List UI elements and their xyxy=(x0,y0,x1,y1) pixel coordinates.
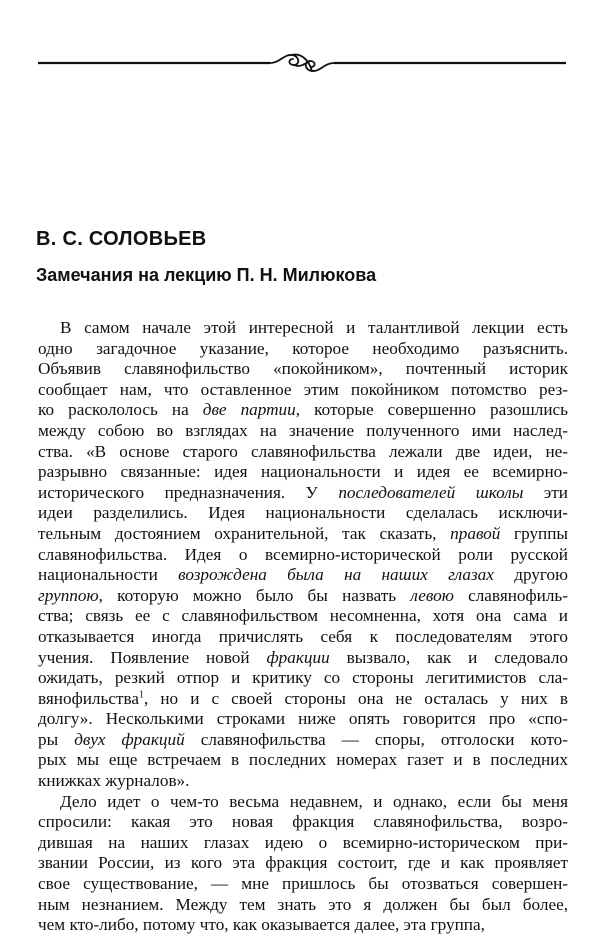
text-line xyxy=(38,462,568,483)
text-span: сообщает нам, что оставленное этим покойником потомство рез- xyxy=(38,379,568,399)
text-span: вянофильства xyxy=(38,688,139,708)
text-line xyxy=(38,627,568,648)
text-line xyxy=(38,400,568,421)
text-line xyxy=(38,771,568,792)
text-line xyxy=(38,874,568,895)
text-span: славянофиль- xyxy=(453,585,568,605)
text-line xyxy=(38,895,568,916)
text-span: долгу». Несколькими строками ниже опять говорится про «спо- xyxy=(38,709,568,729)
text-line xyxy=(38,524,568,545)
emphasis-text: возрождена была на наших глазах xyxy=(178,565,494,585)
text-span: национальности xyxy=(38,565,179,585)
emphasis-text: правой xyxy=(450,523,501,543)
text-line xyxy=(38,750,568,771)
text-line xyxy=(38,359,568,380)
footnote-ref: 1 xyxy=(139,688,144,700)
emphasis-text: фракции xyxy=(266,647,330,667)
author-heading: В. С. СОЛОВЬЕВ xyxy=(36,228,207,250)
text-span: между собою во взглядах на значение полученного ими наслед- xyxy=(38,420,568,440)
paragraph xyxy=(38,318,568,792)
emphasis-text: две партии xyxy=(202,400,296,420)
text-line xyxy=(38,421,568,442)
paragraph xyxy=(38,792,568,936)
text-line xyxy=(38,668,568,689)
text-span: другою xyxy=(493,565,568,585)
text-span: Дело идет о чем-то весьма недавнем, и однако, если бы меня xyxy=(60,791,568,811)
text-line xyxy=(38,730,568,751)
scroll-flourish-icon xyxy=(270,55,334,72)
text-span: дившая на наших глазах идею о всемирно-историческом при- xyxy=(38,832,568,852)
text-span: В самом начале этой интересной и талантливой лекции есть xyxy=(60,318,568,337)
emphasis-text: последователей школы xyxy=(338,482,524,502)
emphasis-text: группою xyxy=(38,585,99,605)
text-span: славянофильства. Идея о всемирно-исторической роли русской xyxy=(38,544,568,564)
text-line xyxy=(38,565,568,586)
text-span: одно загадочное указание, которое необходимо разъяснить. xyxy=(38,338,568,358)
text-line xyxy=(38,606,568,627)
text-line xyxy=(38,380,568,401)
text-line xyxy=(38,709,568,730)
text-span: ства; связь ее с славянофильством несомненна, хотя она сама и xyxy=(38,606,568,626)
text-span: ко раскололось на xyxy=(38,400,203,420)
text-line xyxy=(38,833,568,854)
text-span: звании России, из кого эта фракция состоит, где и как проявляет xyxy=(38,853,568,873)
text-span: исторического предназначения. У xyxy=(38,482,339,502)
text-line xyxy=(38,812,568,833)
text-line xyxy=(38,339,568,360)
text-span: , которые совершенно разошлись xyxy=(295,400,568,420)
text-span: группы xyxy=(500,523,568,543)
text-span: спросили: какая это новая фракция славянофильства, возро- xyxy=(38,812,568,832)
document-title: Замечания на лекцию П. Н. Милюкова xyxy=(36,265,377,285)
text-span: учения. Появление новой xyxy=(38,647,267,667)
text-span: славянофильства — споры, отголоски кото- xyxy=(184,729,568,749)
text-span: ства. «В основе старого славянофильства лежали две идеи, не- xyxy=(38,441,568,461)
text-line xyxy=(38,853,568,874)
text-span: тельным достоянием охранительной, так сказать, xyxy=(38,523,451,543)
text-span: свое существование, — мне пришлось бы отозваться совершен- xyxy=(38,874,568,894)
text-line xyxy=(38,442,568,463)
text-span: , которую можно было бы назвать xyxy=(98,585,411,605)
text-span: ным незнанием. Между тем знать это я должен бы был более, xyxy=(38,894,568,914)
text-line xyxy=(38,792,568,813)
emphasis-text: левою xyxy=(410,585,454,605)
text-span: книжках журналов». xyxy=(38,771,190,791)
text-span: ожидать, резкий отпор и критику со стороны легитимистов сла- xyxy=(38,668,568,688)
text-line xyxy=(38,915,568,936)
text-line xyxy=(38,318,568,339)
text-line xyxy=(38,689,568,710)
text-line xyxy=(38,503,568,524)
body-text xyxy=(38,318,568,936)
text-span: чем кто-либо, потому что, как оказывается далее, эта группа, xyxy=(38,915,485,935)
text-span: идеи разделились. Идея национальности сделалась исключи- xyxy=(38,503,568,523)
text-span: разрывно связанные: идея национальности и идея ее всемирно- xyxy=(38,462,568,482)
text-span: рых мы еще встречаем в последних номерах газет и в последних xyxy=(38,750,568,770)
text-line xyxy=(38,545,568,566)
header-ornament xyxy=(38,50,566,76)
text-line xyxy=(38,586,568,607)
text-span: ры xyxy=(38,729,75,749)
text-line xyxy=(38,648,568,669)
emphasis-text: двух фракций xyxy=(74,729,185,749)
text-span: , но и с своей стороны она не осталась у них в xyxy=(144,688,568,708)
text-span: вызвало, как и следовало xyxy=(329,647,568,667)
text-span: отказывается иногда причислять себя к последователям этого xyxy=(38,626,568,646)
text-line xyxy=(38,483,568,504)
text-span: эти xyxy=(523,482,568,502)
text-span: Объявив славянофильство «покойником», почтенный историк xyxy=(38,359,568,379)
